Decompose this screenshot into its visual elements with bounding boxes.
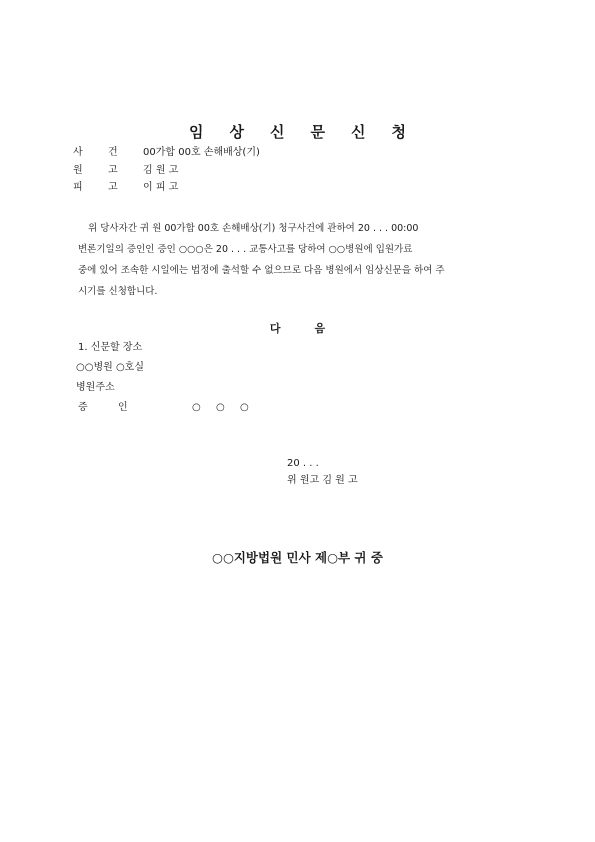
hospital-address: 병원주소 (76, 382, 115, 393)
title-char: 청 (391, 123, 406, 141)
case-value: 00가합 00호 손해배상(기) (143, 147, 260, 158)
defendant-row (73, 181, 178, 195)
court-addressee: ○○지방법원 민사 제○부 귀 중 (212, 550, 383, 565)
body-line: 중에 있어 조속한 시일에는 법정에 출석할 수 없으므로 다음 병원에서 임상신문을 하여 주 (78, 265, 445, 276)
title-char: 문 (310, 123, 325, 141)
witness-name: ○ ○ ○ (192, 402, 249, 413)
body-line: 위 당사자간 귀 원 00가합 00호 손해배상(기) 청구사건에 관하여 20 . . . 00:00 (88, 223, 419, 234)
next-heading-char: 음 (314, 322, 326, 335)
filing-date: 20 . . . (287, 458, 319, 469)
witness-label: 증 인 (78, 402, 128, 413)
case-label: 사 건 (73, 147, 118, 158)
plaintiff-label: 원 고 (73, 165, 118, 176)
document-title (0, 121, 595, 142)
plaintiff-row (73, 164, 178, 178)
title-char: 상 (229, 123, 244, 141)
body-line: 변론기일의 증인인 증인 ○○○은 20 . . . 교통사고를 당하여 ○○병원에 입원가료 (78, 244, 413, 255)
applicant-line: 위 원고 김 원 고 (287, 475, 358, 486)
body-line: 시기를 신청합니다. (78, 286, 158, 297)
hospital-room: ○○병원 ○호실 (76, 362, 144, 373)
next-heading (0, 320, 595, 336)
title-char: 임 (189, 123, 204, 141)
case-number-row (73, 146, 260, 160)
defendant-value: 이 피 고 (143, 182, 179, 193)
defendant-label: 피 고 (73, 182, 118, 193)
title-char: 신 (351, 123, 366, 141)
body-paragraph (78, 218, 518, 302)
title-char: 신 (270, 123, 285, 141)
witness-row (78, 401, 264, 415)
next-heading-char: 다 (269, 322, 281, 335)
location-heading: 1. 신문할 장소 (78, 342, 143, 353)
plaintiff-value: 김 원 고 (143, 165, 179, 176)
